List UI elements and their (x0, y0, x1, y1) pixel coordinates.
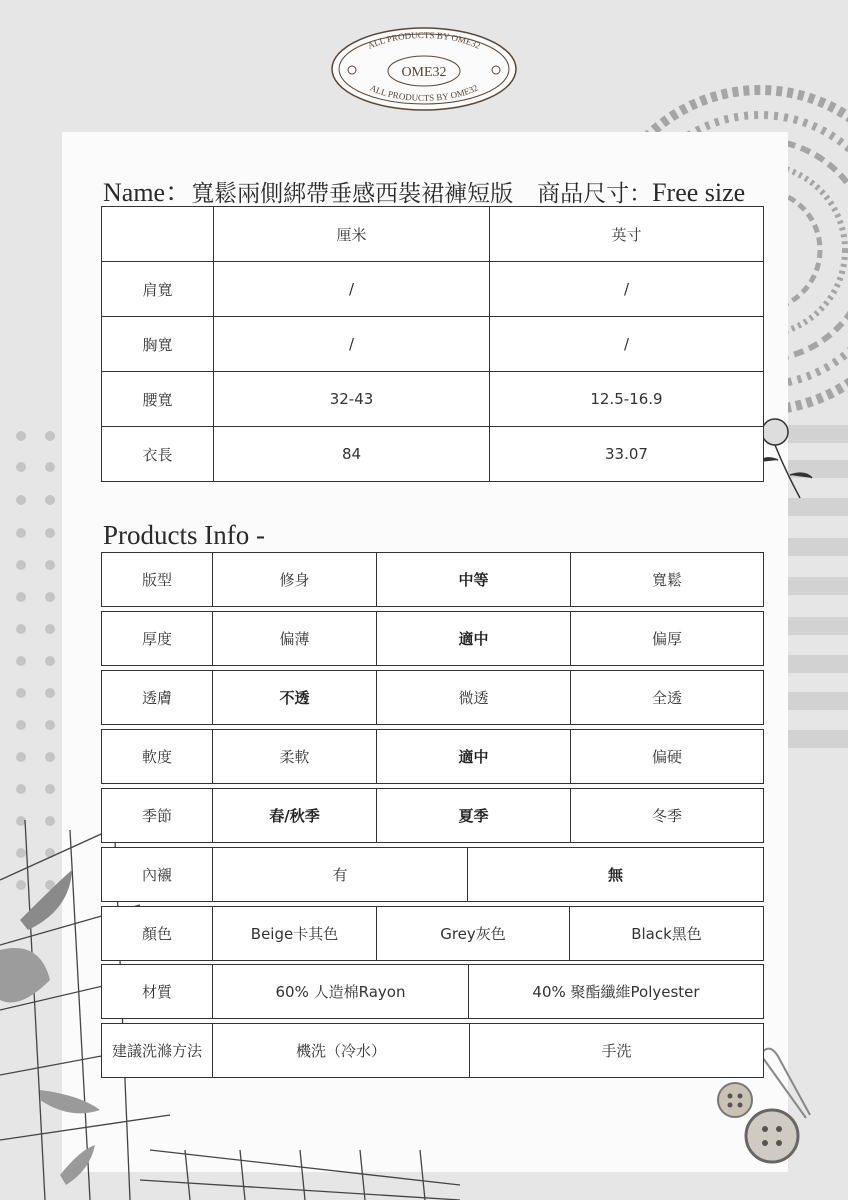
info-row-season (101, 788, 763, 843)
info-option: 偏硬 (571, 730, 764, 784)
cm-value: / (214, 317, 490, 372)
info-label: 軟度 (102, 730, 213, 784)
info-option: 機洗（冷水） (213, 1024, 470, 1078)
logo-center-text: OME32 (401, 65, 447, 80)
info-option: 有 (213, 848, 468, 902)
info-option: 偏薄 (213, 612, 377, 666)
info-option: 60% 人造棉Rayon (213, 965, 469, 1019)
info-option: 適中 (377, 612, 571, 666)
product-title-line (103, 172, 783, 209)
info-option: 微透 (377, 671, 571, 725)
table-row (102, 427, 764, 482)
row-label: 肩寬 (102, 262, 214, 317)
info-option: 冬季 (571, 789, 764, 843)
cm-value: 84 (214, 427, 490, 482)
inch-value: / (490, 262, 764, 317)
size-table (101, 206, 764, 482)
info-label: 材質 (102, 965, 213, 1019)
info-option: 夏季 (377, 789, 571, 843)
info-option: Grey灰色 (377, 907, 570, 961)
row-label: 腰寬 (102, 372, 214, 427)
inch-value: 33.07 (490, 427, 764, 482)
info-option: 適中 (377, 730, 571, 784)
info-label: 透膚 (102, 671, 213, 725)
inch-value: 12.5-16.9 (490, 372, 764, 427)
table-row (102, 262, 764, 317)
row-label: 胸寬 (102, 317, 214, 372)
table-header-cell: 英寸 (490, 207, 764, 262)
info-row-sheerness (101, 670, 763, 725)
info-label: 顏色 (102, 907, 213, 961)
size-value: Free size (652, 178, 746, 207)
info-label: 厚度 (102, 612, 213, 666)
info-option: 全透 (571, 671, 764, 725)
name-label: Name： (103, 178, 192, 207)
info-option: Beige卡其色 (213, 907, 377, 961)
info-label: 建議洗滌方法 (102, 1024, 213, 1078)
inch-value: / (490, 317, 764, 372)
table-header-cell (102, 207, 214, 262)
cm-value: 32-43 (214, 372, 490, 427)
info-row-fit (101, 552, 763, 607)
product-name: 寬鬆兩側綁帶垂感西裝裙褲短版 (191, 181, 514, 207)
info-option: 偏厚 (571, 612, 764, 666)
info-label: 季節 (102, 789, 213, 843)
info-option: 手洗 (470, 1024, 764, 1078)
info-label: 版型 (102, 553, 213, 607)
info-row-softness (101, 729, 763, 784)
info-option: 不透 (213, 671, 377, 725)
info-option: 春/秋季 (213, 789, 377, 843)
row-label: 衣長 (102, 427, 214, 482)
info-row-washing (101, 1023, 763, 1078)
info-option: Black黑色 (570, 907, 764, 961)
logo-bottom-text: ALL PRODUCTS BY OME32 (368, 82, 480, 103)
info-label: 內襯 (102, 848, 213, 902)
table-header-cell: 厘米 (214, 207, 490, 262)
table-row (102, 317, 764, 372)
brand-logo (330, 26, 518, 112)
table-row (102, 372, 764, 427)
products-info-heading: Products Info - (103, 520, 265, 550)
info-option: 中等 (377, 553, 571, 607)
table-header-row (102, 207, 764, 262)
info-row-lining (101, 847, 763, 902)
logo-top-text: ALL PRODUCTS BY OME32 (366, 29, 482, 51)
info-row-material (101, 964, 763, 1019)
dot-column-decoration (16, 431, 55, 890)
info-option: 40% 聚酯纖維Polyester (469, 965, 764, 1019)
info-option: 柔軟 (213, 730, 377, 784)
stripe-decoration (782, 425, 848, 748)
cm-value: / (214, 262, 490, 317)
info-row-thickness (101, 611, 763, 666)
size-label: 商品尺寸： (537, 181, 653, 207)
info-option: 無 (468, 848, 764, 902)
info-option: 寬鬆 (571, 553, 764, 607)
info-row-color (101, 906, 763, 961)
info-option: 修身 (213, 553, 377, 607)
